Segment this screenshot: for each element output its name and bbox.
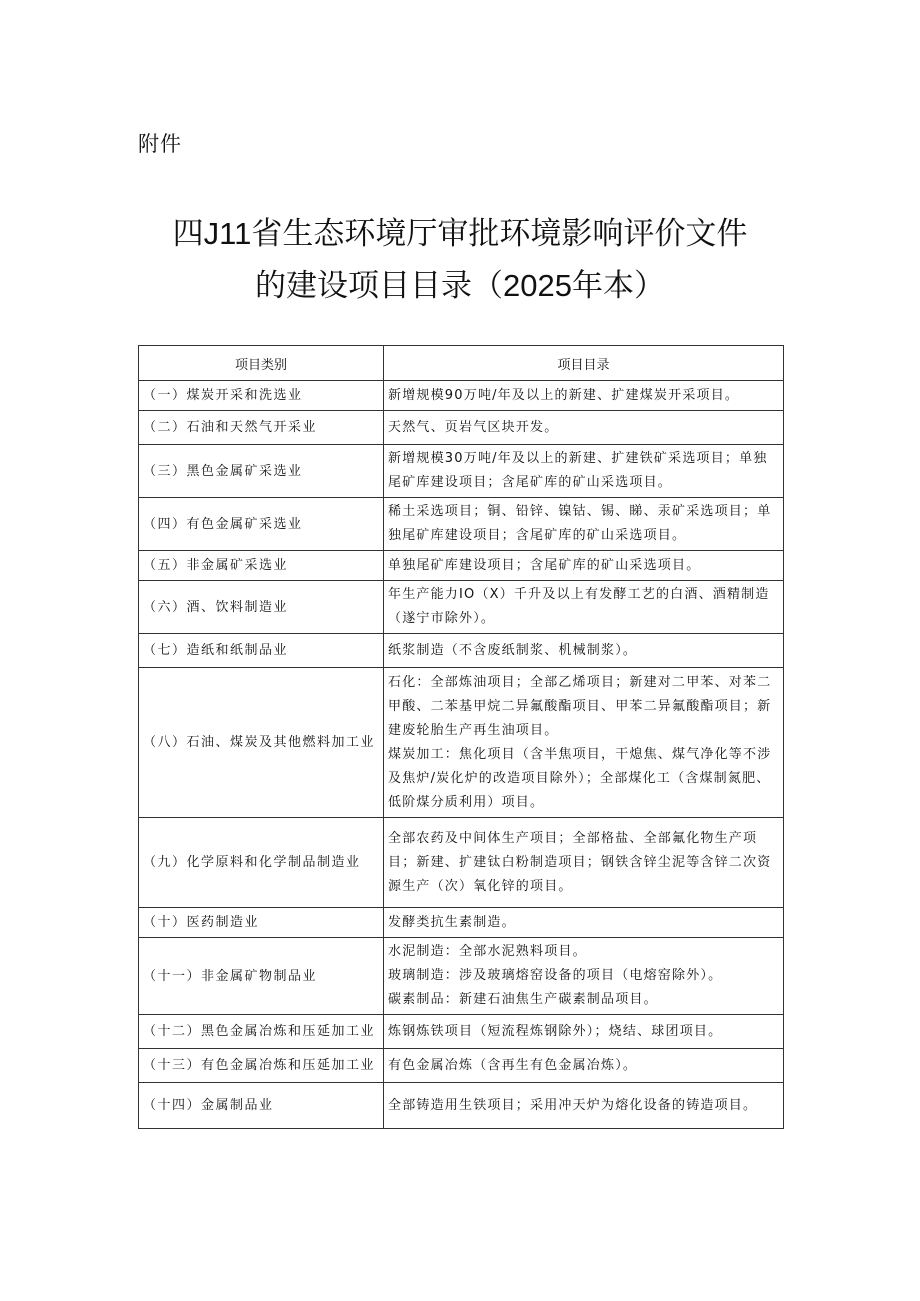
row-items (384, 498, 784, 551)
row-category: （十四）金属制品业 (139, 1083, 384, 1129)
table-row (139, 668, 784, 818)
table-row (139, 1049, 784, 1083)
item-paragraph: 新增规模30万吨/年及以上的新建、扩建铁矿采选项目；单独尾矿库建设项目；含尾矿库的矿山采选项目。 (388, 451, 768, 490)
item-paragraph: 石化：全部炼油项目；全部乙烯项目；新建对二甲苯、对苯二甲酸、二苯基甲烷二异氟酸酯项目、甲苯二异氟酸酯项目；新建废轮胎生产再生油项目。 (388, 674, 772, 738)
row-category: （十）医药制造业 (139, 908, 384, 938)
row-category: （一）煤炭开采和洗选业 (139, 381, 384, 411)
row-items (384, 1083, 784, 1129)
row-items (384, 381, 784, 411)
row-items (384, 411, 784, 445)
row-items (384, 668, 784, 818)
title-line-2: 的建设项目目录（2025年本） (255, 268, 665, 303)
project-catalog-table (138, 345, 784, 1129)
document-title (0, 208, 920, 312)
table-row (139, 551, 784, 581)
item-paragraph: 煤炭加工：焦化项目（含半焦项目，干熄焦、煤气净化等不涉及焦炉/炭化炉的改造项目除外）；全部煤化工（含煤制氮肥、低阶煤分质利用）项目。 (388, 746, 772, 810)
row-category: （十二）黑色金属冶炼和压延加工业 (139, 1015, 384, 1049)
item-paragraph: 新增规模90万吨/年及以上的新建、扩建煤炭开采项目。 (388, 387, 740, 403)
row-category: （五）非金属矿采选业 (139, 551, 384, 581)
table-row (139, 411, 784, 445)
item-paragraph: 有色金属冶炼（含再生有色金属冶炼）。 (388, 1057, 638, 1073)
table-header-row (139, 346, 784, 381)
item-paragraph: 发酵类抗生素制造。 (388, 914, 516, 930)
table-row (139, 498, 784, 551)
row-category: （十一）非金属矿物制品业 (139, 938, 384, 1015)
item-paragraph: 天然气、页岩气区块开发。 (388, 419, 559, 435)
row-items (384, 551, 784, 581)
row-category: （七）造纸和纸制品业 (139, 634, 384, 668)
row-items (384, 908, 784, 938)
table-row (139, 581, 784, 634)
header-category: 项目类别 (139, 346, 384, 381)
item-paragraph: 玻璃制造：涉及玻璃熔窑设备的项目（电熔窑除外）。 (388, 968, 723, 983)
title-line-1: 四J11省生态环境厅审批环境影响评价文件 (172, 216, 748, 251)
item-paragraph: 碳素制品：新建石油焦生产碳素制品项目。 (388, 992, 658, 1007)
item-paragraph: 纸浆制造（不含废纸制浆、机械制浆）。 (388, 642, 638, 658)
table-row (139, 938, 784, 1015)
row-category: （九）化学原料和化学制品制造业 (139, 818, 384, 908)
table-row (139, 908, 784, 938)
table-row (139, 634, 784, 668)
item-paragraph: 年生产能力IO（X）千升及以上有发酵工艺的白酒、酒精制造（遂宁市除外）。 (388, 587, 770, 626)
item-paragraph: 稀土采选项目；铜、铅锌、镍钴、锡、睇、汞矿采选项目；单独尾矿库建设项目；含尾矿库的矿山采选项目。 (388, 504, 772, 543)
row-category: （二）石油和天然气开采业 (139, 411, 384, 445)
table-row (139, 445, 784, 498)
row-items (384, 1049, 784, 1083)
row-items (384, 445, 784, 498)
attachment-label: 附件 (138, 132, 182, 156)
item-paragraph: 炼钢炼铁项目（短流程炼钢除外）；烧结、球团项目。 (388, 1023, 723, 1039)
table-row (139, 1015, 784, 1049)
table-row (139, 818, 784, 908)
row-category: （六）酒、饮料制造业 (139, 581, 384, 634)
table-row (139, 381, 784, 411)
table-body (139, 381, 784, 1129)
row-items (384, 634, 784, 668)
row-category: （三）黑色金属矿采选业 (139, 445, 384, 498)
item-paragraph: 全部铸造用生铁项目；采用冲天炉为熔化设备的铸造项目。 (388, 1097, 758, 1113)
row-category: （八）石油、煤炭及其他燃料加工业 (139, 668, 384, 818)
row-items (384, 1015, 784, 1049)
item-paragraph: 单独尾矿库建设项目；含尾矿库的矿山采选项目。 (388, 557, 701, 573)
row-items (384, 938, 784, 1015)
row-category: （十三）有色金属冶炼和压延加工业 (139, 1049, 384, 1083)
item-paragraph: 水泥制造：全部水泥熟料项目。 (388, 944, 587, 959)
table-row (139, 1083, 784, 1129)
header-items: 项目目录 (384, 346, 784, 381)
row-items (384, 581, 784, 634)
item-paragraph: 全部农药及中间体生产项目；全部格盐、全部氟化物生产项目；新建、扩建钛白粉制造项目；钢铁含锌尘泥等含锌二次资源生产（次）氧化锌的项目。 (388, 830, 772, 894)
row-items (384, 818, 784, 908)
row-category: （四）有色金属矿采选业 (139, 498, 384, 551)
